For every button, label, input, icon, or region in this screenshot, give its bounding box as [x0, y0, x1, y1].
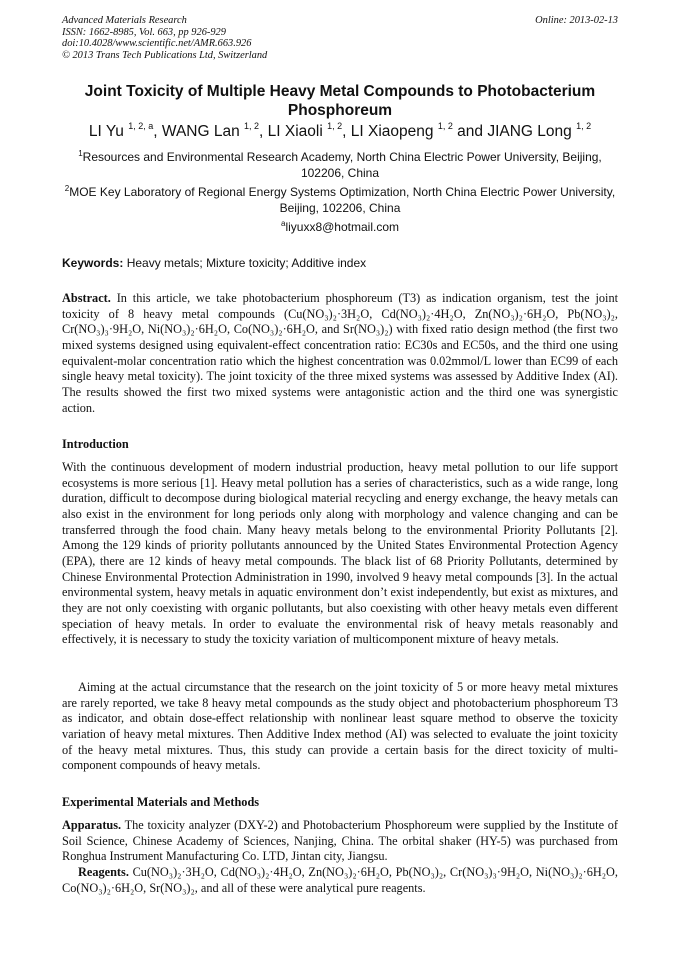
author-email [62, 220, 618, 236]
author-affiliation-mark: 1, 2, a [128, 121, 154, 131]
author-name: WANG Lan [161, 123, 240, 140]
author-affiliation-mark: 1, 2 [244, 121, 260, 131]
keywords-line [62, 256, 618, 271]
online-date: Online: 2013-02-13 [535, 15, 618, 26]
abstract-label: Abstract. [62, 291, 111, 305]
affiliation-mark: 2 [64, 184, 70, 193]
author-name: LI Yu [88, 123, 124, 140]
author-name: LI Xiaoli [267, 123, 323, 140]
paper-title: Joint Toxicity of Multiple Heavy Metal Compounds to Photobacterium Phosphoreum [84, 83, 596, 119]
journal-copyright: © 2013 Trans Tech Publications Ltd, Switzerland [62, 49, 268, 61]
introduction-paragraph-2: Aiming at the actual circumstance that the research on the joint toxicity of 5 or more heavy metal mixtures are rarely reported, we take 8 heavy metal compounds as the study object and photobacterium phosphoreum T3 as indicator, and obtain dose-effect relationship with nonlinear least square method to observe the toxicity variation of heavy metal mixtures. Then Additive Index method (AI) was selected to evaluate the joint toxicity of the heavy metal mixtures. Thus, this study can provide a certain basis for the direct toxicity of multi-component compounds of heavy metals. [62, 680, 618, 773]
email-mark: a [280, 219, 286, 228]
apparatus-text: The toxicity analyzer (DXY-2) and Photobacterium Phosphoreum were supplied by the Institute of Soil Science, Chinese Academy of Sciences, Nanjing, China. The orbital shaker (HY-5) was purchased from Ronghua Instrument Manufacturing Co. LTD, Jintan city, Jiangsu. [62, 818, 618, 864]
author-affiliation-mark: 1, 2 [327, 121, 343, 131]
abstract [62, 291, 618, 416]
methods-heading: Experimental Materials and Methods [62, 795, 260, 809]
journal-info [62, 15, 267, 61]
author-affiliation-mark: 1, 2 [576, 121, 592, 131]
affiliation-text: Resources and Environmental Research Academy, North China Electric Power University, Beijing, 102206, China [82, 150, 602, 180]
author-affiliation-mark: 1, 2 [437, 121, 453, 131]
email-address[interactable]: liyuxx8@hotmail.com [285, 220, 399, 234]
author-name: LI Xiaopeng [350, 123, 434, 140]
affiliation-mark: 1 [78, 149, 83, 158]
abstract-text: In this article, we take photobacterium phosphoreum (T3) as indication organism, test the joint toxicity of 8 heavy metal compounds (Cu(NO₃)₂·3H₂O, Cd(NO₃)₂·4H₂O, Zn(NO₃)₂·6H₂O, Pb(NO₃)₂, Cr(NO₃)₃·9H₂O, Ni(NO₃)₂·6H₂O, Co(NO₃)₂·6H₂O, and Sr(NO₃)₂) with fixed ratio design method (the first two mixed systems designed using equivalent-effect concentration ratio: EC30s and EC50s, and the third one using equivalent-molar concentration ratio which the highest concentration was 0.02mmol/L lower than EC99 of each single heavy metal toxicity). The joint toxicity of the three mixed systems was assessed by Additive Index (AI). The results showed the first two mixed systems were antagonistic action and the third one was synergistic action. [62, 291, 619, 415]
affiliation-1 [62, 150, 618, 181]
apparatus-label: Apparatus. [62, 818, 122, 832]
keywords-text: Heavy metals; Mixture toxicity; Additive index [126, 256, 367, 270]
reagents-label: Reagents. [78, 865, 129, 879]
introduction-paragraph-1: With the continuous development of modern industrial production, heavy metal pollution to our life support ecosystems is more serious [1]. Heavy metal pollution has a series of characteristics, such as a wide range, long duration, difficult to decompose during biological material recycling and energy exchange, the heavy metals can also exist in the environment for long periods only along with morphology and valence changing and can be transferred through the food chain. Many heavy metals belong to the environmental Priority Pollutants [2]. Among the 129 kinds of priority pollutants announced by the United States Environmental Protection Agency (EPA), there are 12 kinds of heavy metal compounds. The black list of 68 Priority Pollutants, determined by Chinese Environmental Protection Administration in 1990, involved 9 heavy metal compounds [3]. In the actual environmental system, heavy metals in aquatic environment don’t exist independently, but exist as mixtures, and they are not only coexisting with organic pollutants, but also coexisting with other heavy metals even different speciation of heavy metals. In order to evaluate the environmental risk of heavy metals reasonably and effectively, it is necessary to study the toxicity variation of multicomponent mixture of heavy metals. [62, 460, 618, 647]
keywords-label: Keywords: [62, 256, 124, 270]
page-header [62, 15, 618, 61]
author-list: LI Yu $^{1, 2, a}$, WANG Lan $^{1, 2}$, LI Xiaoli $^{1, 2}$, LI Xiaopeng $^{1, 2}$ and JIANG Long $^{1, 2}$ [88, 121, 592, 140]
introduction-heading: Introduction [62, 437, 129, 451]
journal-name: Advanced Materials Research [62, 15, 187, 26]
affiliation-text: MOE Key Laboratory of Regional Energy Systems Optimization, North China Electric Power University, Beijing, 102206, China [69, 185, 616, 215]
apparatus-paragraph [62, 818, 618, 865]
affiliation-2 [62, 185, 618, 216]
reagents-text: Cu(NO₃)₂·3H₂O, Cd(NO₃)₂·4H₂O, Zn(NO₃)₂·6H₂O, Pb(NO₃)₂, Cr(NO₃)₃·9H₂O, Ni(NO₃)₂·6H₂O, Co(NO₃)₂·6H₂O, Sr(NO₃)₂, and all of these were analytical pure reagents. [62, 865, 618, 895]
journal-doi: doi:10.4028/www.scientific.net/AMR.663.926 [62, 38, 252, 50]
author-name: JIANG Long [487, 123, 572, 140]
reagents-paragraph [62, 865, 618, 896]
journal-issn: ISSN: 1662-8985, Vol. 663, pp 926-929 [62, 26, 226, 38]
